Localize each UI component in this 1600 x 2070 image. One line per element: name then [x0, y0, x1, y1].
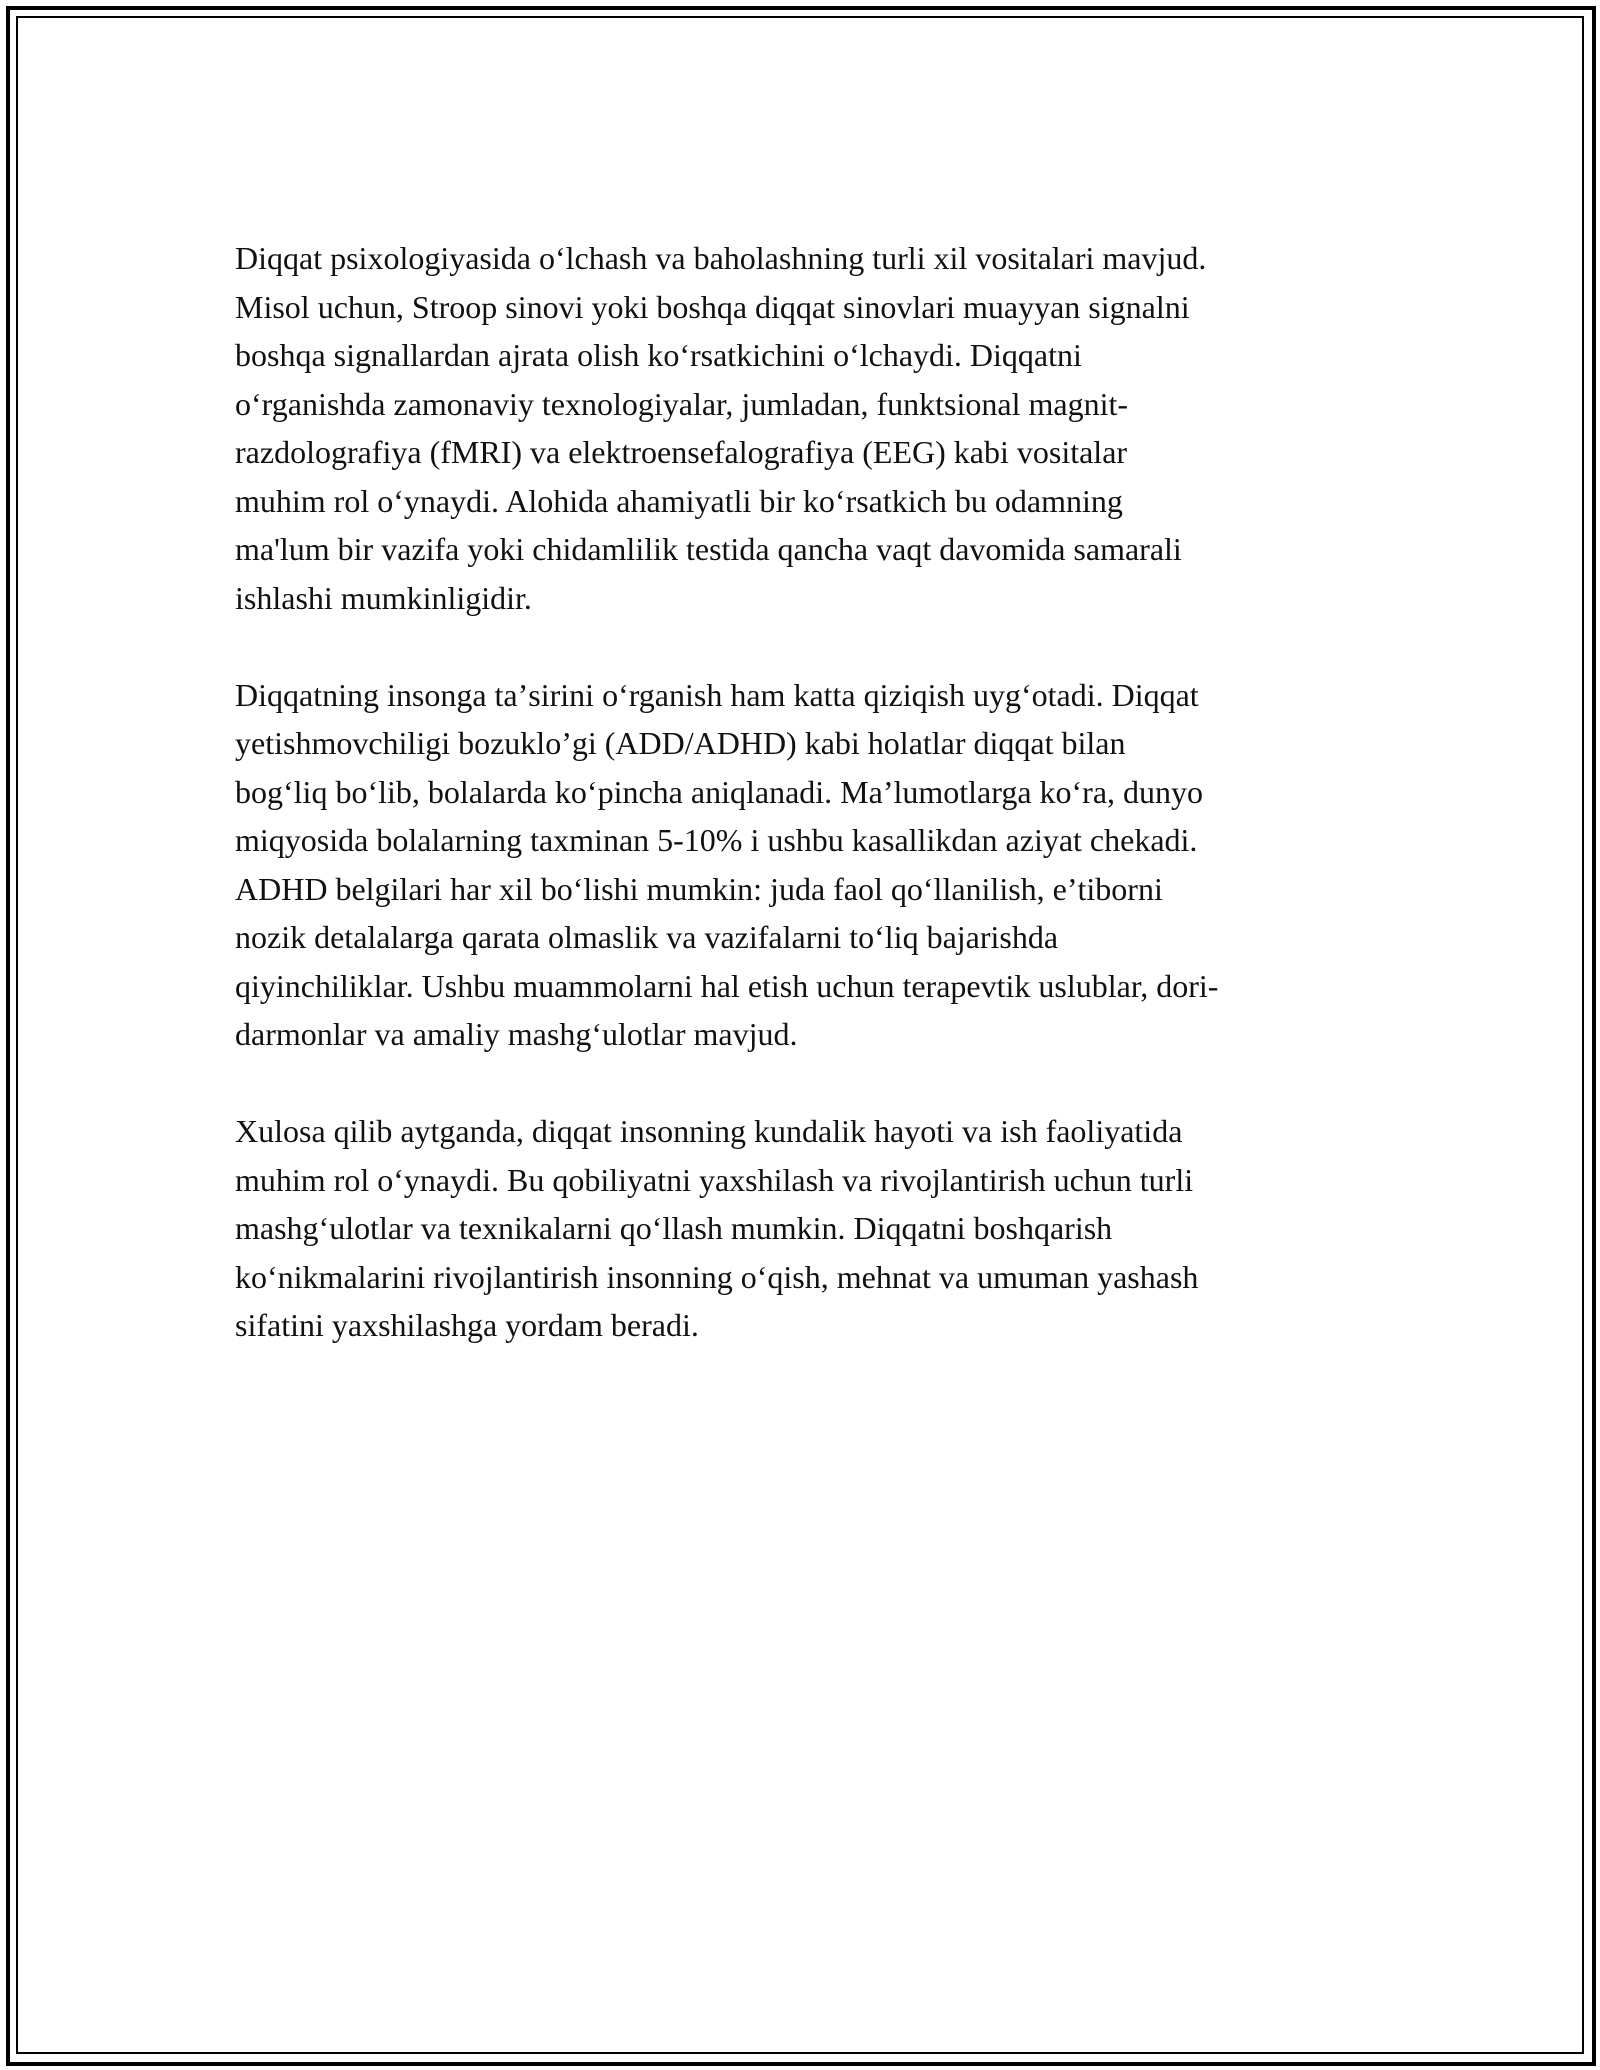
text-line: miqyosida bolalarning taxminan 5-10% i ushbu kasallikdan aziyat chekadi. [235, 822, 1198, 858]
text-line: mashgʻulotlar va texnikalarni qoʻllash mumkin. Diqqatni boshqarish [235, 1210, 1113, 1246]
text-line: razdolografiya (fMRI) va elektroensefalografiya (EEG) kabi vositalar [235, 434, 1128, 470]
text-line: nozik detalalarga qarata olmaslik va vazifalarni toʻliq bajarishda [235, 919, 1059, 955]
text-line: darmonlar va amaliy mashgʻulotlar mavjud. [235, 1016, 798, 1052]
text-line: oʻrganishda zamonaviy texnologiyalar, jumladan, funktsional magnit- [235, 385, 1129, 422]
text-line: yetishmovchiligi bozukloʼgi (ADD/ADHD) kabi holatlar diqqat bilan [235, 725, 1126, 761]
text-line: Misol uchun, Stroop sinovi yoki boshqa diqqat sinovlari muayyan signalni [235, 288, 1190, 325]
text-line: muhim rol oʻynaydi. Alohida ahamiyatli bir koʻrsatkich bu odamning [235, 482, 1123, 519]
text-line: ADHD belgilari har xil boʻlishi mumkin: juda faol qoʻllanilish, eʼtiborni [235, 870, 1163, 907]
text-line: koʻnikmalarini rivojlantirish insonning oʻqish, mehnat va umuman yashash [235, 1258, 1199, 1295]
paragraph-2 [235, 671, 1375, 1059]
paragraph-3 [235, 1107, 1375, 1350]
text-line: Xulosa qilib aytganda, diqqat insonning kundalik hayoti va ish faoliyatida [235, 1113, 1183, 1149]
text-line: ma'lum bir vazifa yoki chidamlilik testida qancha vaqt davomida samarali [235, 531, 1182, 567]
text-line: qiyinchiliklar. Ushbu muammolarni hal etish uchun terapevtik uslublar, dori- [235, 967, 1219, 1004]
text-line: Diqqat psixologiyasida oʻlchash va baholashning turli xil vositalari mavjud. [235, 240, 1207, 276]
text-line: boshqa signallardan ajrata olish koʻrsatkichini oʻlchaydi. Diqqatni [235, 337, 1082, 373]
text-line: Diqqatning insonga taʼsirini oʻrganish ham katta qiziqish uygʻotadi. Diqqat [235, 676, 1199, 713]
text-line: bogʻliq boʻlib, bolalarda koʻpincha aniqlanadi. Maʼlumotlarga koʻra, dunyo [235, 773, 1204, 810]
text-line: sifatini yaxshilashga yordam beradi. [235, 1307, 699, 1343]
paragraph-1 [235, 234, 1375, 622]
text-line: muhim rol oʻynaydi. Bu qobiliyatni yaxshilash va rivojlantirish uchun turli [235, 1161, 1194, 1198]
document-body [235, 234, 1375, 1398]
text-line: ishlashi mumkinligidir. [235, 579, 532, 616]
